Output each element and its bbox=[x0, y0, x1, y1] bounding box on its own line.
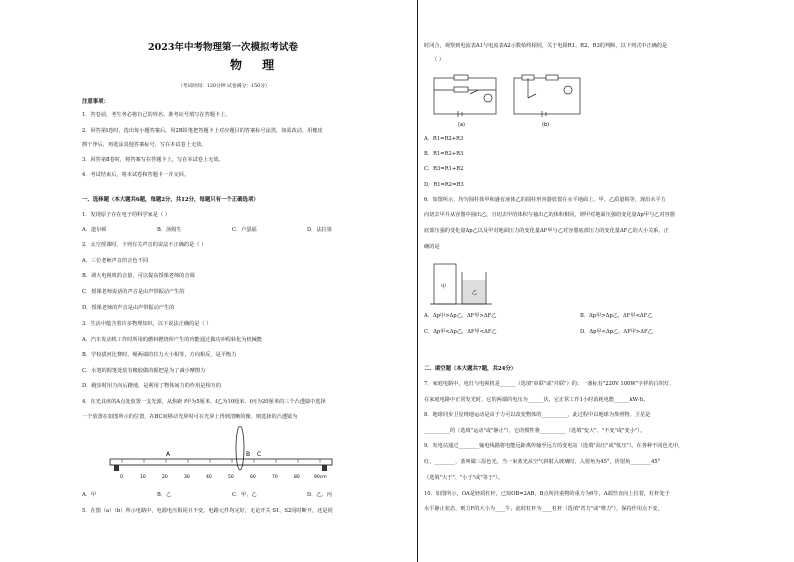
cylinder-figure bbox=[428, 258, 498, 310]
optical-bench-figure bbox=[100, 426, 340, 484]
q6-line3: 底部压强的变化量Δp乙以及甲对地面压力的变化量ΔF甲与乙对容器底部压力的变化量ΔF乙的大小关系，正 bbox=[424, 228, 669, 234]
tick-label: 50 bbox=[228, 475, 234, 480]
subject-title: 物 理 bbox=[230, 58, 283, 72]
q1-option-c: C．卢瑟福 bbox=[232, 227, 257, 233]
notice-item: 3．回答第Ⅱ卷时，将答案写在答题卡上，写在本试卷上无效。 bbox=[82, 157, 224, 163]
q7-line2: 在家庭电路中正常发光时，它的两端的电压为______伏，它正常工作1小时消耗电能______kW·h。 bbox=[424, 397, 649, 403]
q5-option-d: D．R1=R2=R3 bbox=[424, 182, 464, 188]
tick-label: 60 bbox=[250, 475, 256, 480]
q6-option-b: B．Δp甲>Δp乙，ΔF甲<ΔF乙 bbox=[580, 313, 653, 319]
q1-option-a: A．道尔顿 bbox=[82, 227, 107, 233]
q1-stem: 1．发现原子存在电子的科学家是（ ） bbox=[82, 212, 170, 218]
q10-line2: 水平静止状态，则力F的大小为____牛，此时杠杆为____杠杆（选填"省力"或"费力"），保持作用点不变， bbox=[424, 506, 663, 512]
ammeter-a1 bbox=[484, 94, 492, 102]
ruler-label-c: C bbox=[257, 451, 262, 458]
q6-line4: 确的是 bbox=[424, 244, 440, 250]
q1-option-b: B．汤姆生 bbox=[157, 227, 182, 233]
q2-option-d: D．授课老师的声音是由声带振动产生的 bbox=[82, 305, 175, 311]
q2-option-b: B．调大电视机的音量，可以提高授课老师的音调 bbox=[82, 273, 195, 279]
q4-option-c: C．甲、乙 bbox=[232, 492, 257, 498]
switch-s1 bbox=[470, 90, 478, 94]
q5-option-a: A．R1=R2+R3 bbox=[424, 136, 464, 142]
ruler bbox=[110, 459, 332, 465]
q5-line2: 时闭合，观察到电流表A1与电流表A2示数始终相同，关于电阻R1、R2、R3的判断，以下列式中正确的是 bbox=[424, 43, 668, 49]
notice-heading: 注意事项： bbox=[82, 99, 109, 105]
q6-line2: 向切去甲并从容器中抽出乙，且切去甲的体积与抽出乙的体积相同，则甲对地面压强的变化量Δp甲与乙对容器 bbox=[424, 212, 675, 218]
notice-item: 1．答卷前，考生务必将自己的姓名、准考证号填写在答题卡上。 bbox=[82, 112, 231, 118]
q10-line1: 10．如图所示，OA是轻质杠杆，已知OB=2AB，B点所挂重物的重力为6牛，A端竖直向上拉着，杠杆处于 bbox=[424, 491, 670, 497]
section2-heading: 二、填空题（本大题共7题，共24分） bbox=[424, 366, 517, 372]
ruler-label-a: A bbox=[166, 451, 171, 458]
q9-line2: 红、________、蓝叫做三原色光，当一束蓝光从空气斜射入玻璃时，入射角为45°，折射角________45° bbox=[424, 459, 661, 465]
ammeter-a2 bbox=[564, 86, 572, 94]
tick-label: 30 bbox=[184, 475, 190, 480]
convex-lens bbox=[236, 426, 244, 470]
q7-line1: 7．家庭电路中，电灯与电视机是______（选填"串联"或"并联"）的；一盏标有"220V 100W"字样的白炽灯， bbox=[424, 381, 675, 387]
resistor-r1 bbox=[454, 75, 468, 80]
q6-option-c: C．Δp甲<Δp乙，ΔF甲<ΔF乙 bbox=[424, 329, 497, 335]
q2-option-a: A．三位老师声音的音色不同 bbox=[82, 258, 148, 264]
figure-label-a: (a) bbox=[458, 122, 465, 128]
tick-label: 40 bbox=[206, 475, 212, 480]
tick-label: 90cm bbox=[314, 475, 327, 480]
tick-label: 80 bbox=[294, 475, 300, 480]
exam-title: 2023年中考物理第一次模拟考试卷 bbox=[148, 42, 298, 53]
notice-item: 2．回答第Ⅰ卷时，选出每小题答案后，用2B铅笔把答题卡上对应题目的答案标号涂黑，如需改动，用橡皮 bbox=[82, 128, 323, 134]
q1-option-d: D．法拉第 bbox=[307, 227, 332, 233]
section1-heading: 一、选择题（本大题共6题，每题2分，共12分，每题只有一个正确选项） bbox=[82, 197, 259, 203]
q5-bracket: （ ） bbox=[432, 57, 445, 63]
circuit-b-loop bbox=[514, 78, 580, 114]
q3-option-a: A．汽车发动机工作时所用的燃料燃烧所产生的内能通过做功冲程转化为机械能 bbox=[82, 337, 263, 343]
q6-line1: 6．如图所示，均匀圆柱体甲和盛有液体乙的圆柱形容器放置在水平地面上，甲、乙质量相等，现沿水平方 bbox=[424, 197, 666, 203]
tick-label: 20 bbox=[162, 475, 168, 480]
q4-option-a: A．甲 bbox=[82, 492, 97, 498]
q4-option-d: D．乙、丙 bbox=[307, 492, 332, 498]
q5-option-b: B．R1=R2+R3 bbox=[424, 151, 464, 157]
switch-s2 bbox=[528, 94, 536, 98]
figure-label-b: (b) bbox=[542, 122, 550, 128]
ruler-label-b: B bbox=[246, 451, 251, 458]
q4-line1: 4．在光具座的A点处放置一支光源，从焦距 f甲为5厘米、f乙为10厘米、f丙为20厘米的三个凸透镜中选择 bbox=[82, 399, 326, 405]
q6-option-a: A．Δp甲>Δp乙，ΔF甲>ΔF乙 bbox=[424, 313, 497, 319]
q3-stem: 3．生活中蕴含着许多物理知识，以下说法正确的是（ ） bbox=[82, 321, 212, 327]
q5-option-c: C．R3=R1+R2 bbox=[424, 166, 464, 172]
notice-item: 擦干净后，再选涂其他答案标号，写在本试卷上无效。 bbox=[82, 142, 207, 148]
exam-info: （考试时间：120分钟 试卷满分：150分） bbox=[178, 84, 270, 89]
q3-option-b: B．学校拔河比赛时，绳两端的拉力大小相等，方向相反，是平衡力 bbox=[82, 352, 237, 358]
q8-line1: 8．地球同步卫星绕地运动是由于力可以改变物体的__________，此过程中以地球为参照物，卫星是 bbox=[424, 412, 651, 418]
resistor-r2 bbox=[454, 87, 468, 92]
q8-line2: __________的（选填"运动"或"静止"），它的惯性将__________（选填"变大"、"不变"或"变小"）。 bbox=[424, 428, 645, 434]
q2-stem: 2．太空授课时，下列有关声音的说法不正确的是（ ） bbox=[82, 242, 207, 248]
q6-option-d: D．Δp甲<Δp乙，ΔF甲>ΔF乙 bbox=[580, 329, 653, 335]
q2-option-c: C．授课老师说话的声音是由声带振动产生的 bbox=[82, 289, 185, 295]
circuit-figure bbox=[428, 68, 588, 128]
q3-option-d: D．跑步时用力向后蹬地，是利用了物体间力的作用是相互的 bbox=[82, 383, 222, 389]
notice-item: 4．考试结束后，将本试卷和答题卡一并交回。 bbox=[82, 172, 190, 178]
q4-line2: 一个放置在如图所示的位置，在BC间移动光屏时可在光屏上得到清晰的像，则选择的凸透镜为 bbox=[82, 414, 298, 420]
resistor-r1-b bbox=[546, 75, 558, 80]
tick-label: 0 bbox=[120, 475, 123, 480]
column-divider bbox=[417, 0, 418, 562]
tick-label: 10 bbox=[140, 475, 146, 480]
q4-option-b: B．乙 bbox=[157, 492, 172, 498]
q9-line1: 9．发电站通过________输电线路将电能远距离传输至远方的变电站（选填"高压"或"低压"）。在各种不同色光中， bbox=[424, 443, 684, 449]
tick-label: 70 bbox=[272, 475, 278, 480]
q9-line3: （选填"大于"、"小于"或"等于"）。 bbox=[424, 475, 504, 481]
label-jia: 甲 bbox=[441, 284, 447, 290]
q5-line1: 5．在图（a）（b）所示电路中，电源电压相同且不变，电路元件均完好，无论开关 S1、S2同时断开，还是同 bbox=[82, 508, 333, 514]
q3-option-c: C．水笔的握笔处装有橡胶做的握把是为了减小摩擦力 bbox=[82, 368, 206, 374]
label-yi: 乙 bbox=[472, 290, 478, 296]
